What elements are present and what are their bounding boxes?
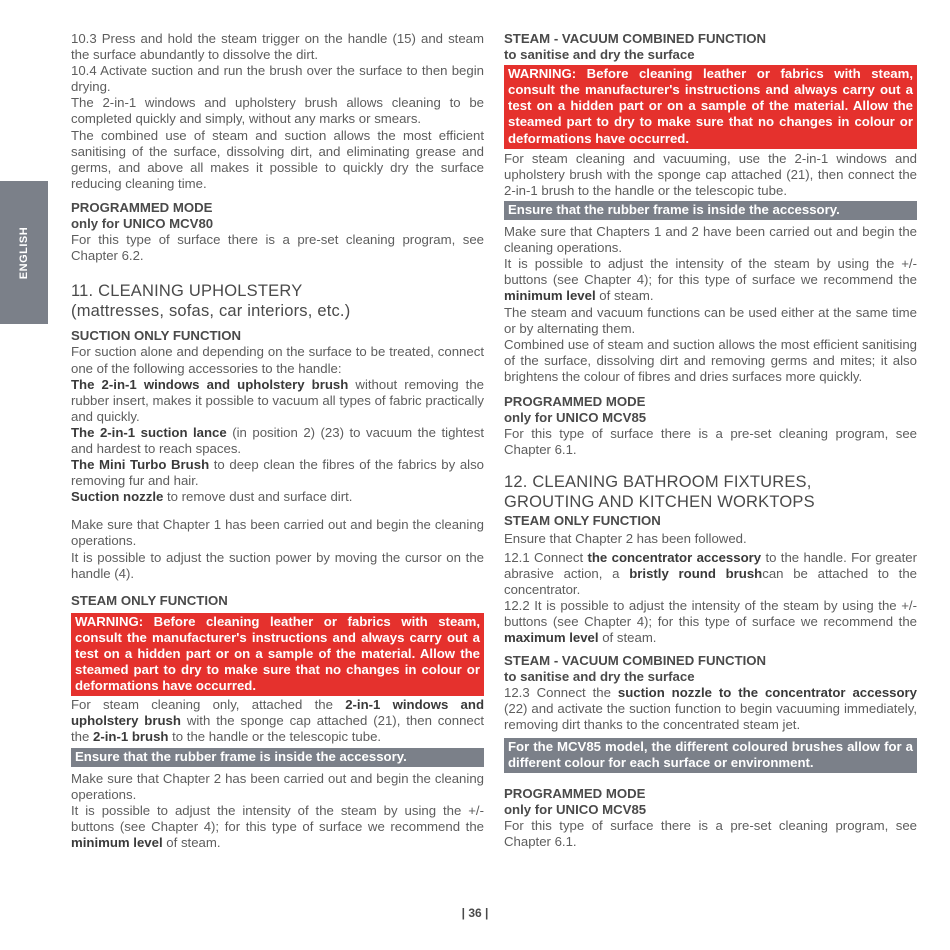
chapter-11-subtitle: (mattresses, sofas, car interiors, etc.) — [71, 302, 351, 321]
make-sure-chapter-1: Make sure that Chapter 1 has been carried out and begin the cleaning operations. — [71, 517, 484, 549]
note-box: Ensure that the rubber frame is inside the accessory. — [504, 201, 917, 220]
adjust-steam-text: It is possible to adjust the intensity of the steam by using the +/- buttons (see Chapter 4); for this type of surface we recommend the minimum level of steam. — [504, 256, 917, 304]
accessory-name: The Mini Turbo Brush — [71, 457, 210, 473]
accessory-name: Suction nozzle — [71, 489, 164, 505]
step-12-2: 12.2 It is possible to adjust the intensity of the steam by using the +/- buttons (see Chapter 4); for this type of surface we recommend the maximum level of steam. — [504, 597, 917, 645]
accessory-name: The 2-in-1 windows and upholstery brush — [71, 376, 349, 392]
accessory-item: The Mini Turbo Brush to deep clean the fibres of the fabrics by also removing fur and hair. — [71, 457, 485, 489]
note-box: Ensure that the rubber frame is inside the accessory. — [71, 748, 484, 767]
language-side-tab — [0, 181, 48, 324]
accessory-name: The 2-in-1 suction lance — [71, 424, 227, 440]
accessory-item: Suction nozzle to remove dust and surface dirt. — [71, 489, 353, 505]
same-time-text: The steam and vacuum functions can be used either at the same time or by alternating them. — [504, 304, 917, 336]
programmed-mode-text: For this type of surface there is a pre-set cleaning program, see Chapter 6.1. — [504, 817, 917, 850]
ensure-chapter-2: Ensure that Chapter 2 has been followed. — [504, 531, 747, 547]
programmed-mode-model: only for UNICO MCV85 — [504, 801, 647, 817]
combined-function-subheading: to sanitise and dry the surface — [504, 669, 695, 685]
step-10-4: 10.4 Activate suction and run the brush over the surface to then begin drying. — [71, 63, 484, 95]
suction-only-heading: SUCTION ONLY FUNCTION — [71, 328, 241, 344]
left-column — [71, 31, 484, 851]
page-number: | 36 | — [461, 906, 489, 920]
programmed-mode-heading: PROGRAMMED MODE — [504, 393, 646, 409]
combined-use-paragraph: The combined use of steam and suction allows the most efficient sanitising of the surface, dissolving dirt, and eliminating grease and germs, and above all makes it possible to quickly dry the surface reducing cleaning time. — [71, 127, 484, 191]
steam-only-heading: STEAM ONLY FUNCTION — [504, 513, 661, 529]
make-sure-chapter-2: Make sure that Chapter 2 has been carried out and begin the cleaning operations. — [71, 770, 484, 802]
steam-attach-text: For steam cleaning only, attached the 2-in-1 windows and upholstery brush with the sponge cap attached (21), then connect the 2-in-1 brush to the handle or the telescopic tube. — [71, 697, 485, 745]
combined-function-heading: STEAM - VACUUM COMBINED FUNCTION — [504, 653, 767, 669]
programmed-mode-heading: PROGRAMMED MODE — [504, 785, 646, 801]
chapter-12-title-line-2: GROUTING AND KITCHEN WORKTOPS — [504, 493, 815, 512]
programmed-mode-heading: PROGRAMMED MODE — [71, 199, 213, 215]
note-box: For the MCV85 model, the different coloured brushes allow for a different colour for each surface or environment. — [504, 738, 917, 773]
programmed-mode-text: For this type of surface there is a pre-set cleaning program, see Chapter 6.1. — [504, 426, 917, 458]
brush-paragraph: The 2-in-1 windows and upholstery brush allows cleaning to be completed quickly and simply, without any marks or smears. — [71, 95, 484, 127]
adjust-steam-text: It is possible to adjust the intensity of the steam by using the +/- buttons (see Chapter 4); for this type of surface we recommend the minimum level of steam. — [71, 802, 484, 851]
language-tab-label: ENGLISH — [17, 226, 30, 279]
programmed-mode-model: only for UNICO MCV80 — [71, 216, 214, 232]
adjust-suction-text: It is possible to adjust the suction power by moving the cursor on the handle (4). — [71, 549, 484, 581]
right-column — [504, 31, 917, 850]
step-12-1: 12.1 Connect the concentrator accessory to the handle. For greater abrasive action, a bristly round brushcan be attached to the concentrator. — [504, 549, 917, 597]
steam-only-heading: STEAM ONLY FUNCTION — [71, 592, 228, 608]
chapter-12-title: 12. CLEANING BATHROOM FIXTURES, — [504, 473, 812, 492]
warning-box: WARNING: Before cleaning leather or fabrics with steam, consult the manufacturer's instructions and always carry out a test on a hidden part or on a sample of the material. Allow the steamed part to dry to make sure that no changes in colour or deformations have occurred. — [504, 65, 917, 148]
suction-intro: For suction alone and depending on the surface to be treated, connect one of the following accessories to the handle: — [71, 344, 484, 376]
chapter-11-title: 11. CLEANING UPHOLSTERY — [71, 282, 303, 301]
combined-function-heading: STEAM - VACUUM COMBINED FUNCTION — [504, 31, 767, 46]
programmed-mode-text: For this type of surface there is a pre-set cleaning program, see Chapter 6.2. — [71, 232, 484, 264]
combined-use-text: Combined use of steam and suction allows the most efficient sanitising of the surface, dissolving dirt and removing germs and mites; it also brightens the colour of fibres and dries surfaces more quickly. — [504, 336, 917, 384]
programmed-mode-model: only for UNICO MCV85 — [504, 410, 647, 426]
warning-box: WARNING: Before cleaning leather or fabrics with steam, consult the manufacturer's instructions and always carry out a test on a hidden part or on a sample of the material. Allow the steamed part to dry to make sure that no changes in colour or deformations have occurred. — [71, 613, 484, 696]
combined-paragraph: For steam cleaning and vacuuming, use the 2-in-1 windows and upholstery brush with the sponge cap attached (21), then connect the 2-in-1 brush to the handle or the telescopic tube. — [504, 150, 917, 198]
accessory-item: The 2-in-1 windows and upholstery brush without removing the rubber insert, makes it possible to vacuum all types of fabric practically and quickly. — [71, 376, 484, 424]
make-sure-chapters-1-2: Make sure that Chapters 1 and 2 have been carried out and begin the cleaning operations. — [504, 224, 917, 256]
accessory-item: The 2-in-1 suction lance (in position 2) (23) to vacuum the tightest and hardest to reach spaces. — [71, 424, 484, 456]
combined-function-subheading: to sanitise and dry the surface — [504, 47, 695, 63]
step-12-3: 12.3 Connect the suction nozzle to the concentrator accessory (22) and activate the suction function to begin vacuuming immediately, removing dirt thanks to the concentrated steam jet. — [504, 685, 918, 733]
step-10-3: 10.3 Press and hold the steam trigger on the handle (15) and steam the surface abundantly to dissolve the dirt. — [71, 31, 484, 63]
